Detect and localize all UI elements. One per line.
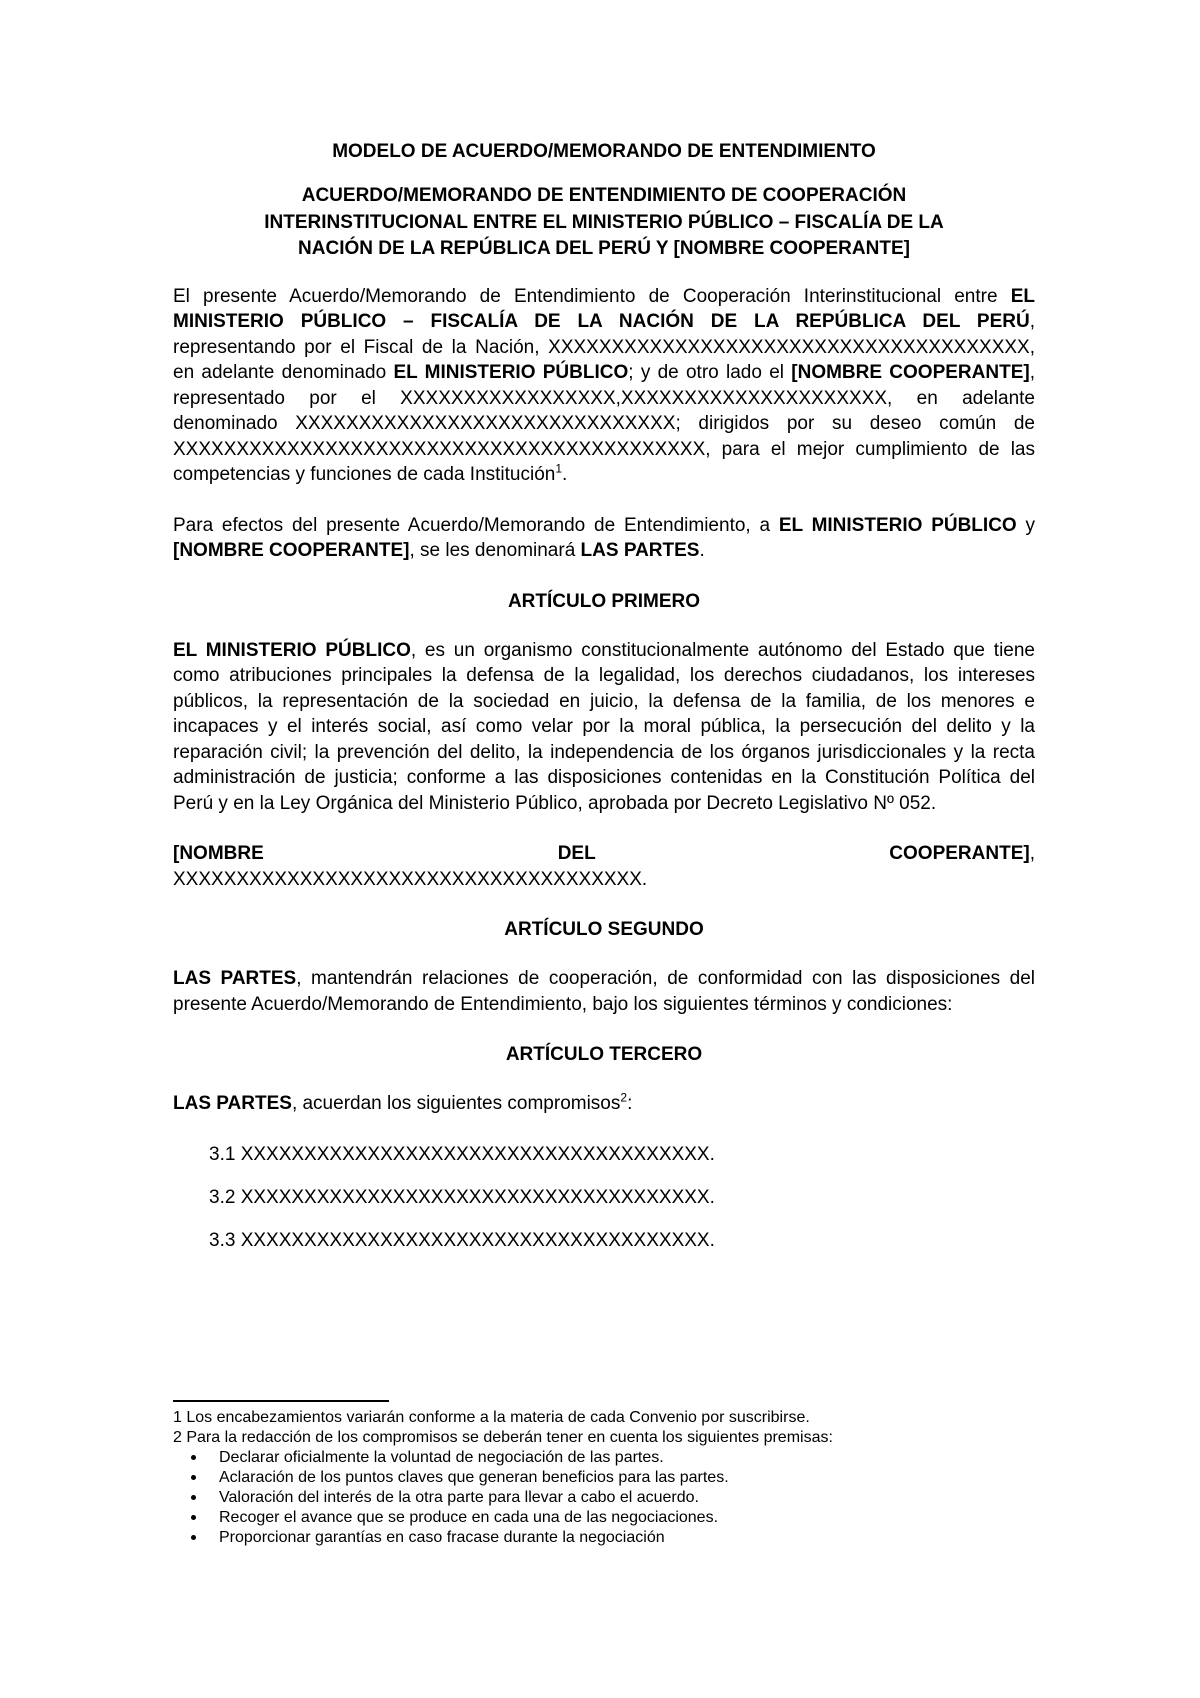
party-name: LAS PARTES — [173, 968, 297, 989]
definitions-paragraph — [173, 513, 1035, 564]
bullet-icon — [191, 1455, 196, 1460]
article-2-text: , mantendrán relaciones de cooperación, de conformidad con las disposiciones del presente Acuerdo/Memorando de Entendimiento, bajo los siguientes términos y condiciones: — [173, 968, 1035, 1015]
footnote-2: 2 Para la redacción de los compromisos se deberán tener en cuenta los siguientes premisas: — [173, 1429, 833, 1446]
agreement-title-line: ACUERDO/MEMORANDO DE ENTENDIMIENTO DE COOPERACIÓN — [301, 185, 907, 206]
bullet-icon — [191, 1535, 196, 1540]
definitions-text: y — [1016, 514, 1035, 536]
party-name: EL MINISTERIO PÚBLICO – FISCALÍA DE LA NACIÓN DE LA REPÚBLICA DEL PERÚ — [173, 285, 1035, 332]
footnote-bullet — [191, 1468, 1035, 1488]
footnote-bullet-text: Recoger el avance que se produce en cada una de las negociaciones. — [219, 1509, 719, 1526]
article-1-text: , es un organismo constitucionalmente autónomo del Estado que tiene como atribuciones principales la defensa de la legalidad, los derechos ciudadanos, los intereses públicos, la representación de la sociedad en juicio, la defensa de la familia, de los menores e incapaces y el interés social, así como velar por la moral pública, la persecución del delito y la reparación civil; la prevención del delito, la independencia de los órganos jurisdiccionales y la recta administración de justicia; conforme a las disposiciones contenidas en la Constitución Política del Perú y en la Ley Orgánica del Ministerio Público, aprobada por Decreto Legislativo Nº 052. — [173, 639, 1035, 814]
intro-text: , representado por el XXXXXXXXXXXXXXXXX,XXXXXXXXXXXXXXXXXXXXX, en adelante denominado XXXXXXXXXXXXXXXXXXXXXXXXXXXXXX; dirigidos por su deseo común de XXXXXXXXXXXXXXXXXXXXXXXXXXXXXXXXXXXXXXXXXX, para el mejor cumplimiento de las competencias y funciones de cada Institución — [173, 362, 1035, 485]
definitions-text: . — [699, 540, 705, 561]
article-1-heading: ARTÍCULO PRIMERO — [507, 590, 701, 612]
footnotes — [173, 1408, 1035, 1548]
footnote-bullet-list — [173, 1448, 1035, 1548]
article-3-text: : — [627, 1093, 633, 1114]
party-name: LAS PARTES — [173, 1093, 292, 1114]
footnote-bullet-text: Declarar oficialmente la voluntad de negociación de las partes. — [219, 1449, 664, 1466]
bullet-icon — [191, 1515, 196, 1520]
footnote-1: 1 Los encabezamientos variarán conforme a la materia de cada Convenio por suscribirse. — [173, 1409, 810, 1426]
agreement-title-line: INTERINSTITUCIONAL ENTRE EL MINISTERIO PÚBLICO – FISCALÍA DE LA — [264, 211, 944, 233]
party-name: [NOMBRE DEL COOPERANTE] — [173, 843, 1030, 864]
footnote-bullet — [191, 1488, 1035, 1508]
intro-paragraph — [173, 284, 1035, 488]
intro-text: ; y de otro lado el — [628, 362, 792, 383]
commitment-item: 3.2 XXXXXXXXXXXXXXXXXXXXXXXXXXXXXXXXXXXXX. — [209, 1186, 715, 1208]
party-name: [NOMBRE COOPERANTE] — [791, 362, 1030, 383]
article-1-paragraph — [173, 638, 1035, 817]
footnote-bullet — [191, 1528, 1035, 1548]
document-body — [173, 140, 1035, 1271]
footnote-ref: 1 — [555, 461, 563, 476]
intro-text: . — [562, 464, 568, 485]
footnote-bullet — [191, 1448, 1035, 1468]
agreement-title-line: NACIÓN DE LA REPÚBLICA DEL PERÚ Y [NOMBRE COOPERANTE] — [298, 238, 910, 259]
party-name: [NOMBRE COOPERANTE] — [173, 540, 410, 561]
article-3-paragraph — [173, 1091, 1035, 1117]
footnote-bullet-text: Aclaración de los puntos claves que generan beneficios para las partes. — [219, 1469, 729, 1486]
footnote-bullet-text: Valoración del interés de la otra parte para llevar a cabo el acuerdo. — [219, 1489, 699, 1506]
bullet-icon — [191, 1475, 196, 1480]
footnote-bullet — [191, 1508, 1035, 1528]
cooperante-comma: , — [1029, 843, 1035, 864]
definitions-text: , se les denominará — [409, 540, 581, 561]
cooperante-paragraph — [173, 841, 1035, 892]
article-3-text: , acuerdan los siguientes compromisos — [291, 1093, 621, 1114]
cooperante-placeholder: XXXXXXXXXXXXXXXXXXXXXXXXXXXXXXXXXXXXX. — [173, 868, 648, 890]
footnote-separator — [173, 1400, 389, 1402]
article-2-paragraph — [173, 966, 1035, 1017]
footnote-bullet-text: Proporcionar garantías en caso fracase durante la negociación — [219, 1529, 665, 1546]
intro-text: , representando por el Fiscal de la Nación, XXXXXXXXXXXXXXXXXXXXXXXXXXXXXXXXXXXXXX, en adelante denominado — [173, 311, 1035, 383]
article-3-heading: ARTÍCULO TERCERO — [505, 1044, 703, 1065]
page-title: MODELO DE ACUERDO/MEMORANDO DE ENTENDIMIENTO — [332, 141, 876, 162]
cooperante-line — [173, 841, 1035, 867]
party-name: LAS PARTES — [580, 540, 700, 561]
party-name: EL MINISTERIO PÚBLICO — [173, 639, 411, 661]
agreement-title — [173, 183, 1035, 263]
article-2-heading: ARTÍCULO SEGUNDO — [504, 919, 704, 940]
bullet-icon — [191, 1495, 196, 1500]
commitment-item: 3.1 XXXXXXXXXXXXXXXXXXXXXXXXXXXXXXXXXXXXX. — [209, 1143, 715, 1165]
party-name: EL MINISTERIO PÚBLICO — [778, 514, 1017, 536]
footnote-ref: 2 — [620, 1090, 628, 1105]
party-name: EL MINISTERIO PÚBLICO — [393, 362, 629, 383]
definitions-text: Para efectos del presente Acuerdo/Memorando de Entendimiento, a — [173, 514, 779, 536]
commitment-item: 3.3 XXXXXXXXXXXXXXXXXXXXXXXXXXXXXXXXXXXXX. — [209, 1229, 715, 1251]
intro-text: El presente Acuerdo/Memorando de Entendimiento de Cooperación Interinstitucional entre — [173, 285, 1011, 307]
